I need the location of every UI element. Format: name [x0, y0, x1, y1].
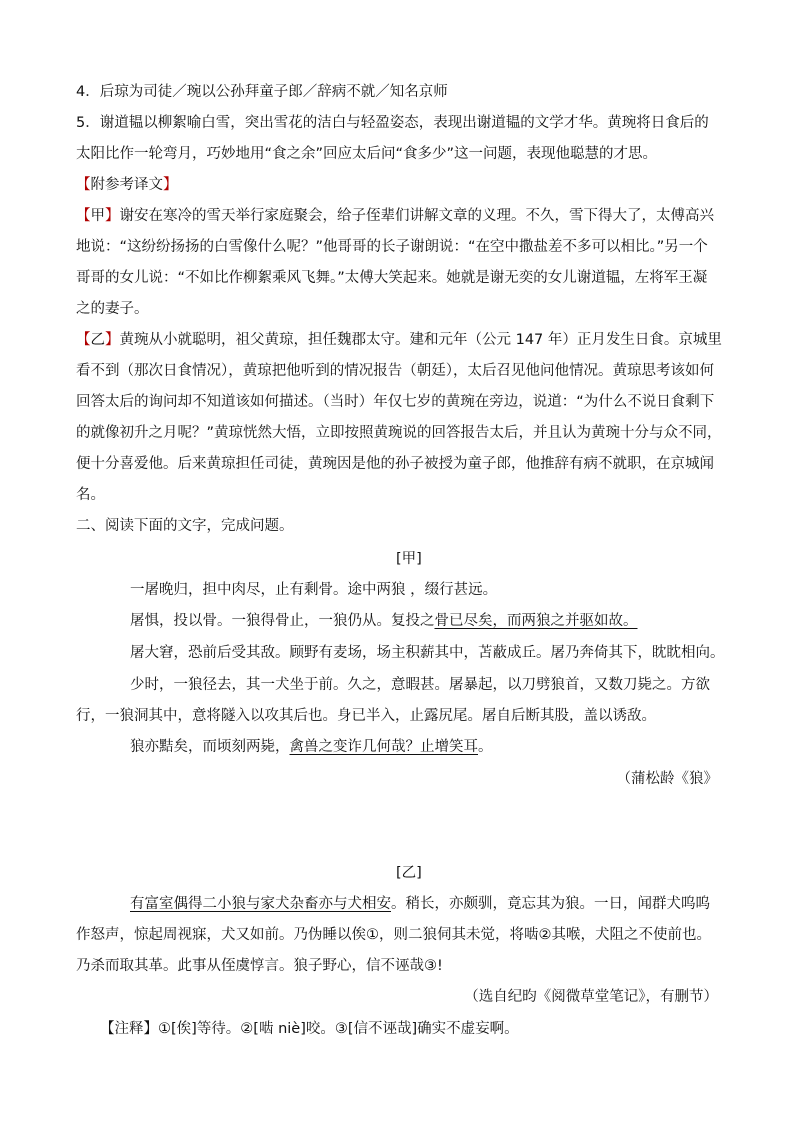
translation-yi-line-3: 回答太后的询问却不知道该如何描述。（当时）年仅七岁的黄琬在旁边，说道：“为什么不说日食剩下 — [76, 394, 715, 410]
passage-yi-title: [乙] — [396, 865, 422, 881]
jia-paragraph-3: 屠大窘，恐前后受其敌。顾野有麦场，场主积薪其中，苫蔽成丘。屠乃奔倚其下，眈眈相向。 — [130, 645, 725, 661]
bracket-open: 【 — [76, 177, 91, 193]
translation-yi-line-6: 名。 — [76, 487, 105, 503]
answer-5-line-2: 太阳比作一轮弯月，巧妙地用“食之余”回应太后问“食多少”这一问题，表现他聪慧的才思。 — [76, 146, 658, 162]
underlined-sentence: 有富室偶得二小狼与家犬杂畜亦与犬相安 — [130, 896, 391, 912]
yi-paragraph-line-1-text: 。稍长，亦颇驯，竟忘其为狼。一日，闻群犬呜呜 — [391, 896, 710, 912]
yi-paragraph-line-1 — [130, 894, 710, 914]
jia-paragraph-2 — [130, 611, 638, 631]
answer-4: 4．后琼为司徒／琬以公孙拜童子郎／辞病不就／知名京师 — [76, 84, 448, 100]
yi-label: 乙 — [90, 332, 105, 348]
source-yi: （选自纪昀《阅微草堂笔记》，有删节） — [464, 989, 718, 1005]
bracket-close: 】 — [163, 177, 178, 193]
yi-paragraph-line-3: 乃杀而取其革。此事从侄虞惇言。狼子野心，信不诬哉③! — [76, 958, 443, 974]
jia-paragraph-2-text: 屠惧，投以骨。一狼得骨止，一狼仍从。复投之 — [130, 613, 435, 629]
section-2-heading: 二、阅读下面的文字，完成问题。 — [76, 518, 294, 534]
underlined-sentence: 禽兽之变诈几何哉？止增笑耳 — [289, 739, 478, 755]
passage-jia-title: [甲] — [396, 551, 422, 567]
jia-paragraph-5 — [130, 737, 493, 757]
bracket-close: 】 — [105, 332, 120, 348]
translation-yi-line-2: 看不到（那次日食情况），黄琼把他听到的情况报告（朝廷），太后召见他问他情况。黄琼思考该如何 — [76, 363, 714, 379]
underlined-sentence: 骨已尽矣，而两狼之并驱如故。 — [434, 613, 638, 629]
bracket-close: 】 — [105, 208, 120, 224]
translation-yi-line-5: 便十分喜爱他。后来黄琼担任司徒，黄琬因是他的孙子被授为童子郎，他推辞有病不就职，在京城闻 — [76, 456, 714, 472]
jia-paragraph-5-end: 。 — [478, 739, 493, 755]
jia-paragraph-1: 一屠晚归，担中肉尽，止有剩骨。途中两狼 ，缀行甚远。 — [130, 582, 498, 598]
answer-5-line-1: 5．谢道韫以柳絮喻白雪，突出雪花的洁白与轻盈姿态，表现出谢道韫的文学才华。黄琬将日食后的 — [76, 115, 709, 131]
yi-paragraph-line-2: 作怒声，惊起周视寐，犬又如前。乃伪睡以俟①，则二狼伺其未觉，将啮②其喉，犬阻之不使前也。 — [76, 927, 711, 943]
bracket-open: 【 — [76, 208, 91, 224]
translation-header — [76, 175, 178, 195]
jia-paragraph-4-line-1: 少时，一狼径去，其一犬坐于前。久之，意暇甚。屠暴起，以刀劈狼首，又数刀毙之。方欲 — [130, 677, 710, 693]
jia-paragraph-5-text: 狼亦黠矣，而顷刻两毙， — [130, 739, 290, 755]
translation-jia-line-2: 地说：“这纷纷扬扬的白雪像什么呢？”他哥哥的长子谢朗说：“在空中撒盐差不多可以相比。”另一个 — [76, 239, 708, 255]
translation-header-text: 附参考译文 — [90, 177, 163, 193]
translation-jia-line-4: 之的妻子。 — [76, 301, 149, 317]
yi-text: 黄琬从小就聪明，祖父黄琼，担任魏郡太守。建和元年（公元 147 年）正月发生日食。京城里 — [119, 332, 722, 348]
source-jia: （蒲松龄《狼》 — [616, 771, 718, 787]
jia-text: 谢安在寒冷的雪天举行家庭聚会，给子侄辈们讲解文章的义理。不久，雪下得大了，太傅高兴 — [119, 208, 714, 224]
translation-yi-line-4: 的就像初升之月呢？”黄琼恍然大悟，立即按照黄琬说的回答报告太后，并且认为黄琬十分与众不同， — [76, 425, 722, 441]
annotation-notes: 【注释】①[俟]等待。②[啮 niè]咬。③[信不诬哉]确实不虚妄啊。 — [100, 1021, 519, 1037]
jia-label: 甲 — [90, 208, 105, 224]
jia-paragraph-4-line-2: 行，一狼洞其中，意将隧入以攻其后也。身已半入，止露尻尾。屠自后断其股，盖以诱敌。 — [76, 708, 656, 724]
translation-jia-line-1 — [76, 206, 714, 226]
bracket-open: 【 — [76, 332, 91, 348]
translation-yi-line-1 — [76, 330, 722, 350]
translation-jia-line-3: 哥哥的女儿说：“不如比作柳絮乘风飞舞。”太傅大笑起来。她就是谢无奕的女儿谢道韫，左将军王凝 — [76, 270, 708, 286]
